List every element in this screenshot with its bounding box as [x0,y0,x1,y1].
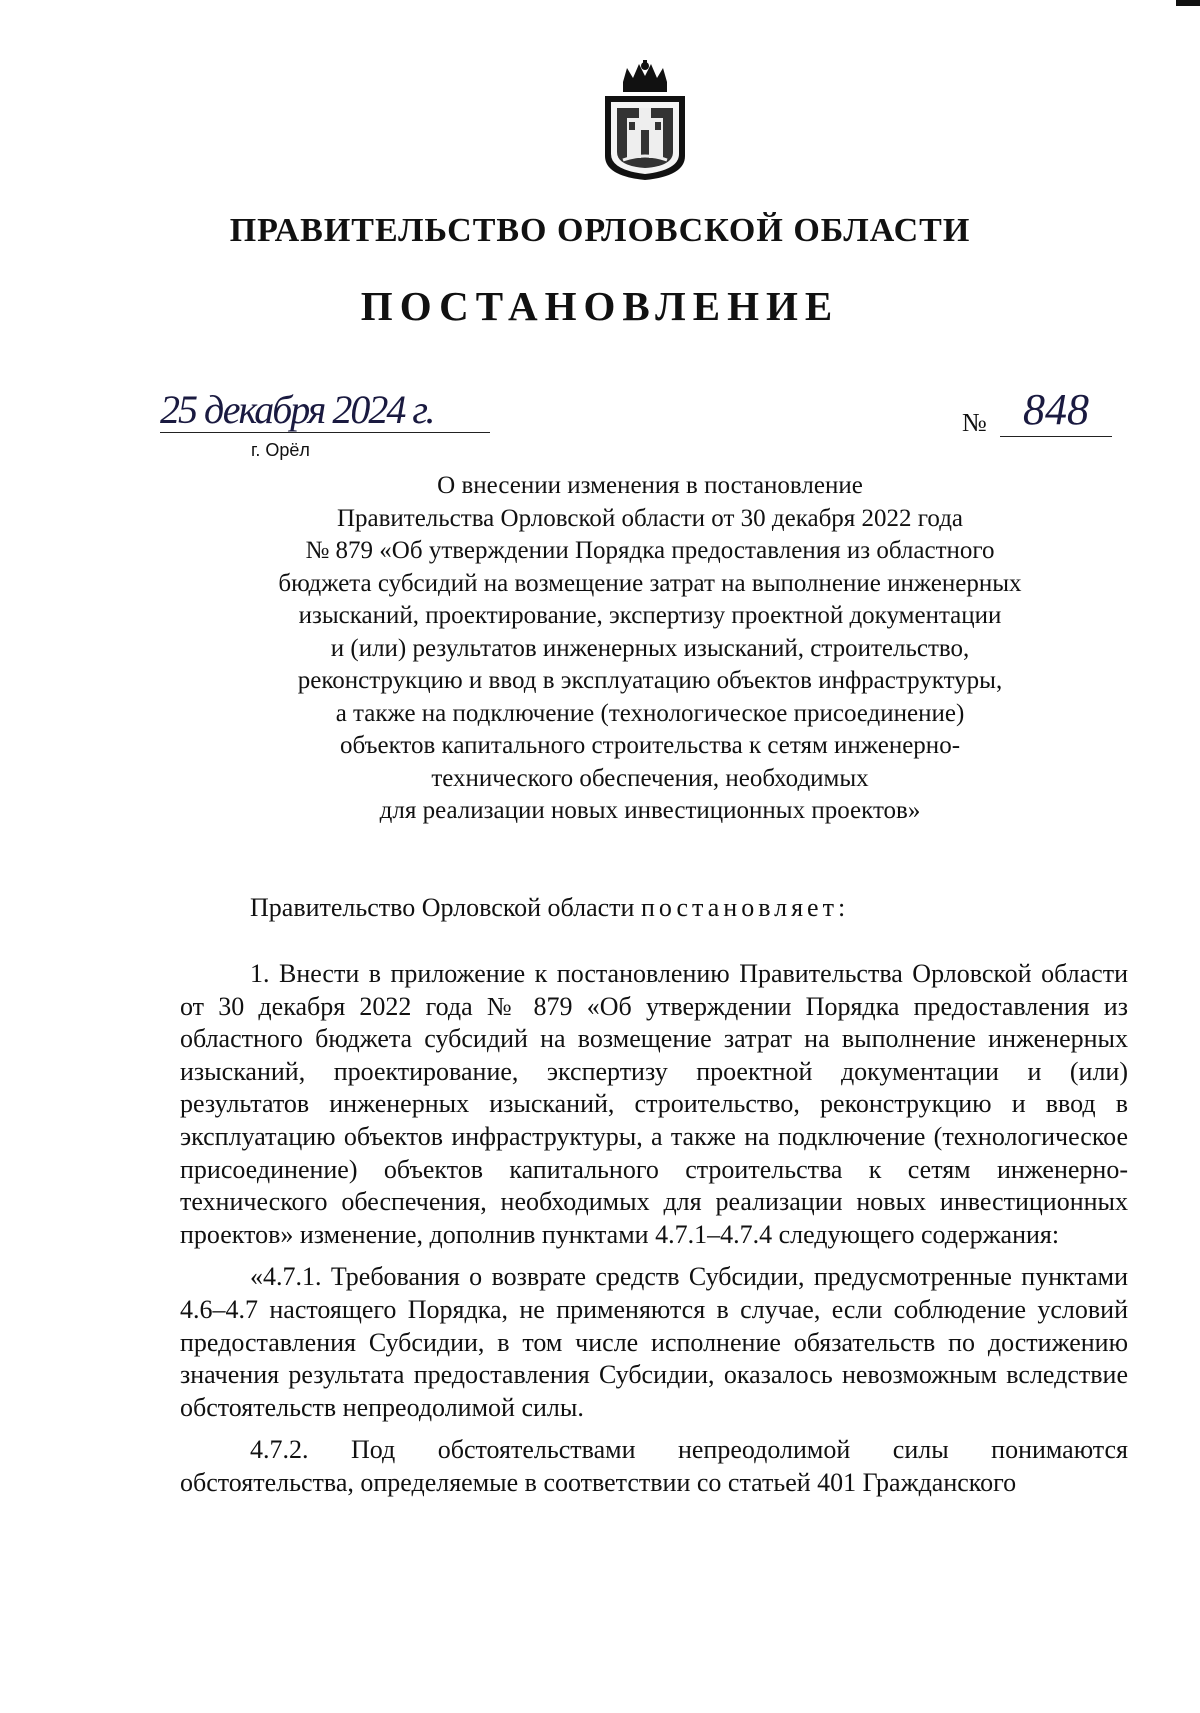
document-body [180,958,1128,1510]
subject-line: бюджета субсидий на возмещение затрат на выполнение инженерных [278,569,1022,597]
document-subject [190,470,1110,828]
subject-line: реконструкцию и ввод в эксплуатацию объектов инфраструктуры, [297,667,1003,694]
handwritten-date: 25 декабря 2024 г. [160,388,490,433]
subject-line: а также на подключение (технологическое присоединение) [335,699,965,727]
subject-line: технического обеспечения, необходимых [431,764,869,792]
preamble-decree-word: постановляет: [640,893,850,922]
body-paragraph: «4.7.1. Требования о возврате средств Субсидии, предусмотренные пунктами 4.6–4.7 настоящего Порядка, не применяются в случае, если соблюдение условий предоставления Субсидии, в том числе исполнение обязательств по достижению значения результата предоставления Субсидии, оказалось невозможным вследствие обстоятельств непреодолимой силы. [180,1262,1128,1422]
subject-line: и (или) результатов инженерных изысканий, строительство, [330,634,970,662]
document-type: ПОСТАНОВЛЕНИЕ [360,283,840,329]
scan-corner-mark [1176,0,1200,6]
body-paragraph: 4.7.2. Под обстоятельствами непреодолимой силы понимаются обстоятельства, определяемые в соответствии со статьей 401 Гражданского [180,1435,1128,1497]
organization-title: ПРАВИТЕЛЬСТВО ОРЛОВСКОЙ ОБЛАСТИ [229,212,971,249]
subject-line: № 879 «Об утверждении Порядка предоставления из областного [305,537,995,564]
city-label: г. Орёл [251,440,310,460]
preamble-text: Правительство Орловской области [250,893,635,922]
handwritten-number: 848 [1000,384,1112,437]
subject-line: О внесении изменения в постановление [437,472,863,499]
body-paragraph: 1. Внести в приложение к постановлению Правительства Орловской области от 30 декабря 2022 года № 879 «Об утверждении Порядка предоставления из областного бюджета субсидий на возмещение затрат на выполнение инженерных изысканий, проектирование, экспертизу проектной документации и (или) результатов инженерных изысканий, строительство, реконструкцию и ввод в эксплуатацию объектов инфраструктуры, а также на подключение (технологическое присоединение) объектов капитального строительства к сетям инженерно-технического обеспечения, необходимых для реализации новых инвестиционных проектов» изменение, дополнив пунктами 4.7.1–4.7.4 следующего содержания: [180,959,1128,1249]
subject-line: изысканий, проектирование, экспертизу проектной документации [298,602,1002,629]
subject-line: Правительства Орловской области от 30 декабря 2022 года [336,504,964,532]
subject-line: для реализации новых инвестиционных проектов» [379,797,921,824]
preamble [250,893,849,923]
coat-of-arms-icon [597,60,693,182]
number-label: № [962,408,987,437]
subject-line: объектов капитального строительства к сетям инженерно- [339,732,961,759]
